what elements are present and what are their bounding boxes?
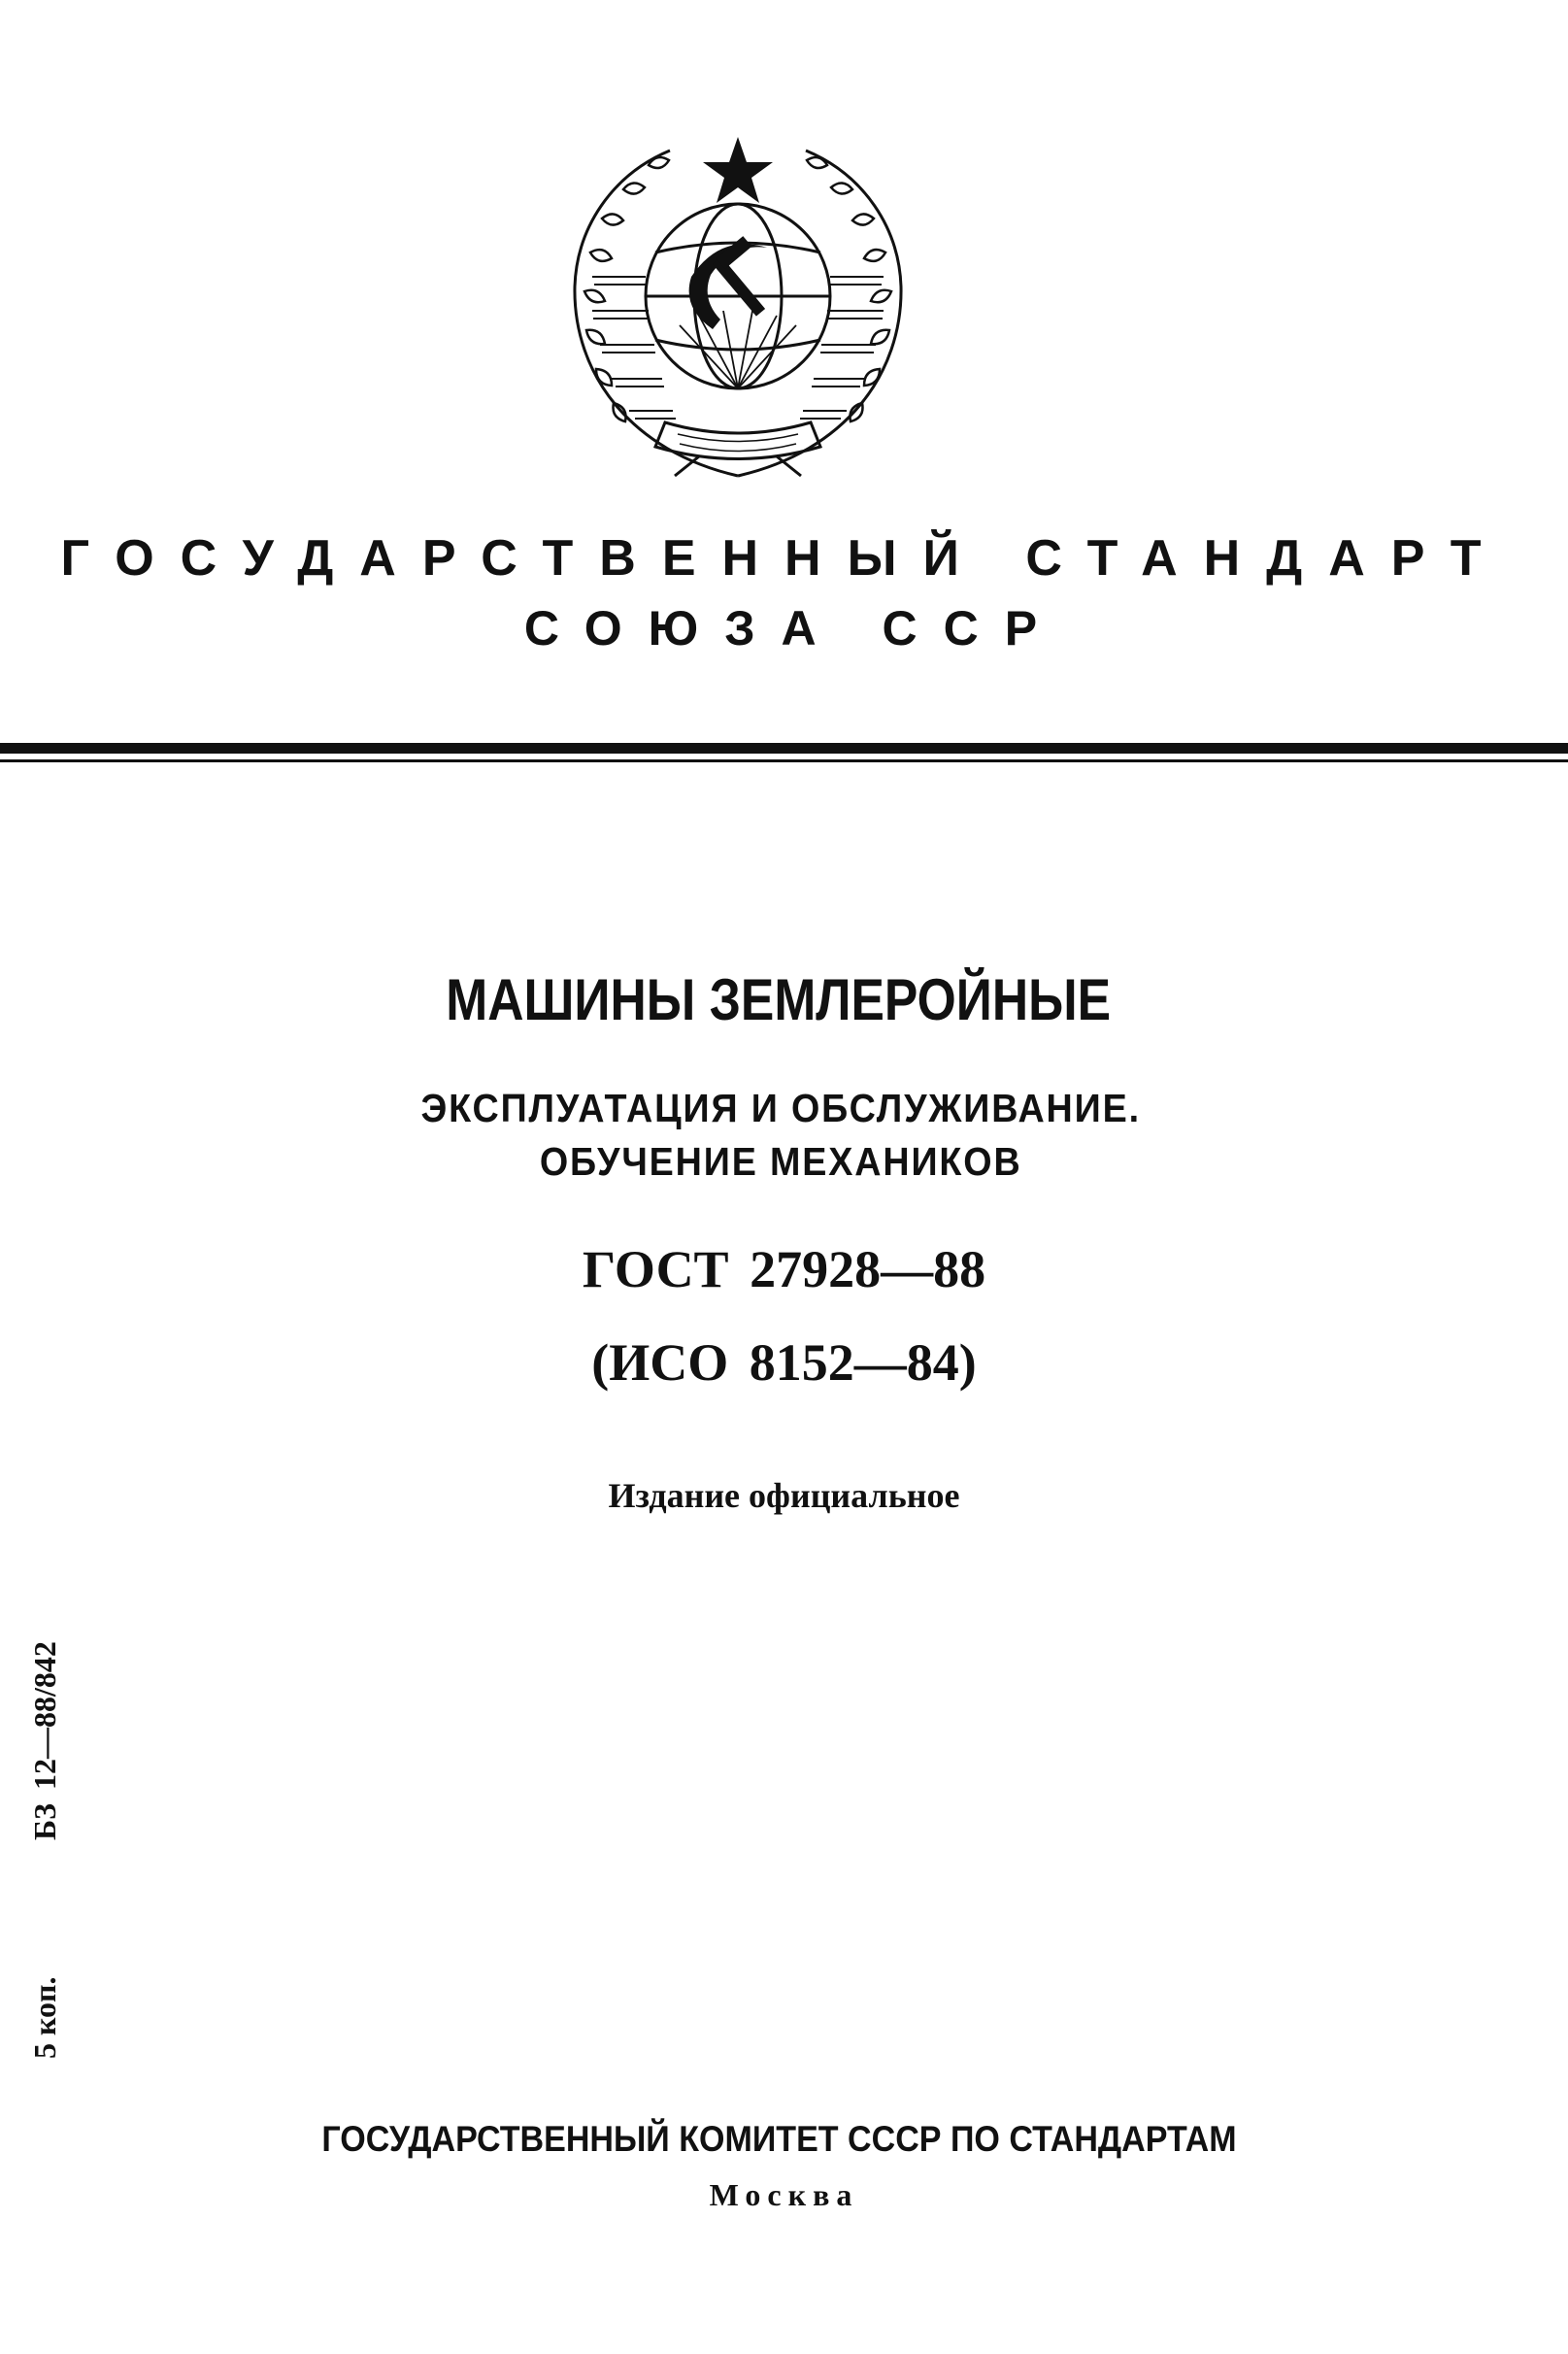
header-divider-thick <box>0 743 1568 754</box>
document-subtitle-line1: ЭКСПЛУАТАЦИЯ И ОБСЛУЖИВАНИЕ. <box>420 1086 1141 1130</box>
header-divider-thin <box>0 759 1568 762</box>
iso-number: (ИСО 8152—84) <box>591 1333 977 1392</box>
gost-number: ГОСТ 27928—88 <box>582 1240 986 1298</box>
edition-label: Издание официальное <box>608 1476 960 1515</box>
margin-price-text: 5 коп. <box>27 1976 62 2059</box>
header-standard-title: ГОСУДАРСТВЕННЫЙ СТАНДАРТ <box>60 530 1508 587</box>
document-subtitle-line2: ОБУЧЕНИЕ МЕХАНИКОВ <box>539 1139 1022 1184</box>
publisher-city: Москва <box>709 2177 859 2212</box>
publisher-name: ГОСУДАРСТВЕННЫЙ КОМИТЕТ СССР ПО СТАНДАРТАМ <box>321 2119 1237 2159</box>
ussr-state-emblem-icon <box>563 131 913 490</box>
margin-code-text: БЗ 12—88/842 <box>27 1641 62 1840</box>
document-title: МАШИНЫ ЗЕМЛЕРОЙНЫЕ <box>446 967 1112 1032</box>
header-union-title: СОЮЗА ССР <box>523 601 1064 656</box>
